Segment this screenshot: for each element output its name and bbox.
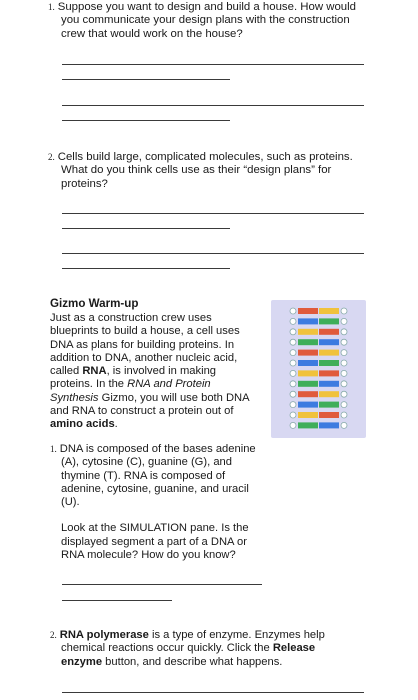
base-bar [319, 370, 339, 376]
base-bar [319, 339, 339, 345]
question-2-line-3: proteins? [61, 177, 108, 190]
base-bar [319, 329, 339, 335]
backbone-node [290, 329, 296, 335]
backbone-node [290, 350, 296, 356]
base-bar [319, 402, 339, 408]
answer-line[interactable] [62, 584, 262, 585]
answer-line[interactable] [62, 228, 230, 229]
section-title: Gizmo Warm-up [50, 297, 139, 310]
backbone-node [290, 339, 296, 345]
base-bar [319, 308, 339, 314]
backbone-node [290, 370, 296, 376]
backbone-node [341, 329, 347, 335]
answer-line[interactable] [62, 692, 364, 693]
backbone-node [341, 360, 347, 366]
base-bar [319, 381, 339, 387]
base-bar [298, 308, 318, 314]
answer-line[interactable] [62, 79, 230, 80]
base-bar [298, 391, 318, 397]
backbone-node [290, 381, 296, 387]
backbone-node [290, 360, 296, 366]
backbone-node [341, 391, 347, 397]
answer-line[interactable] [62, 213, 364, 214]
base-bar [298, 381, 318, 387]
backbone-node [341, 412, 347, 418]
backbone-node [341, 370, 347, 376]
question-2-line-1: 2. Cells build large, complicated molecules, such as proteins. [48, 151, 353, 163]
backbone-node [341, 381, 347, 387]
question-1-line-1: 1. Suppose you want to design and build a house. How would [48, 1, 357, 13]
warmup-question-1-number: 1. [50, 444, 57, 454]
warmup-question-2-number: 2. [50, 630, 57, 640]
question-2 [48, 151, 408, 191]
base-bar [298, 422, 318, 428]
answer-line[interactable] [62, 268, 230, 269]
backbone-node [290, 402, 296, 408]
question-1-line-3: crew that would work on the house? [61, 27, 243, 40]
backbone-node [290, 391, 296, 397]
question-1 [48, 1, 408, 41]
backbone-node [341, 350, 347, 356]
question-1-number: 1. [48, 2, 55, 12]
backbone-node [290, 308, 296, 314]
dna-image [271, 300, 366, 438]
dna-helix-icon [271, 300, 366, 438]
warmup-paragraph: Just as a construction crew uses blueprints to build a house, a cell uses DNA as plans for building proteins. In addition to DNA, another nucleic acid, called RNA, is involved in making proteins. In the RNA and Protein Synthesis Gizmo, you will use both DNA and RNA to construct a protein out of amino acids. [50, 312, 250, 431]
backbone-node [341, 339, 347, 345]
base-bar [298, 350, 318, 356]
answer-line[interactable] [62, 120, 230, 121]
base-bar [298, 360, 318, 366]
base-bar [298, 339, 318, 345]
question-2-line-2: What do you think cells use as their “design plans” for [61, 164, 332, 177]
backbone-node [341, 318, 347, 324]
base-bar [319, 391, 339, 397]
question-1-line-2: you communicate your design plans with the construction [61, 14, 350, 27]
answer-line[interactable] [62, 253, 364, 254]
answer-line[interactable] [62, 105, 364, 106]
backbone-node [290, 318, 296, 324]
base-bar [319, 360, 339, 366]
answer-line[interactable] [62, 600, 172, 601]
backbone-node [341, 422, 347, 428]
answer-line[interactable] [62, 64, 364, 65]
base-bar [319, 350, 339, 356]
base-bar [298, 318, 318, 324]
backbone-node [290, 412, 296, 418]
base-bar [319, 318, 339, 324]
question-2-number: 2. [48, 152, 55, 162]
backbone-node [341, 308, 347, 314]
backbone-node [341, 402, 347, 408]
backbone-node [290, 422, 296, 428]
base-bar [298, 329, 318, 335]
base-bar [298, 370, 318, 376]
base-bar [319, 422, 339, 428]
base-bar [298, 412, 318, 418]
warmup-question-1: 1. DNA is composed of the bases adenine (A), cytosine (C), guanine (G), and thymine (T). RNA is composed of adenine, cytosine, guanine, and uracil (U). Look at the SIMULATION pane. Is the displayed segment a part of a DNA or RNA molecule? How do you know? [50, 443, 256, 562]
base-bar [298, 402, 318, 408]
base-bar [319, 412, 339, 418]
warmup-question-2: 2. RNA polymerase is a type of enzyme. Enzymes help chemical reactions occur quickly. Click the Release enzyme button, and describe what happens. [50, 629, 325, 668]
